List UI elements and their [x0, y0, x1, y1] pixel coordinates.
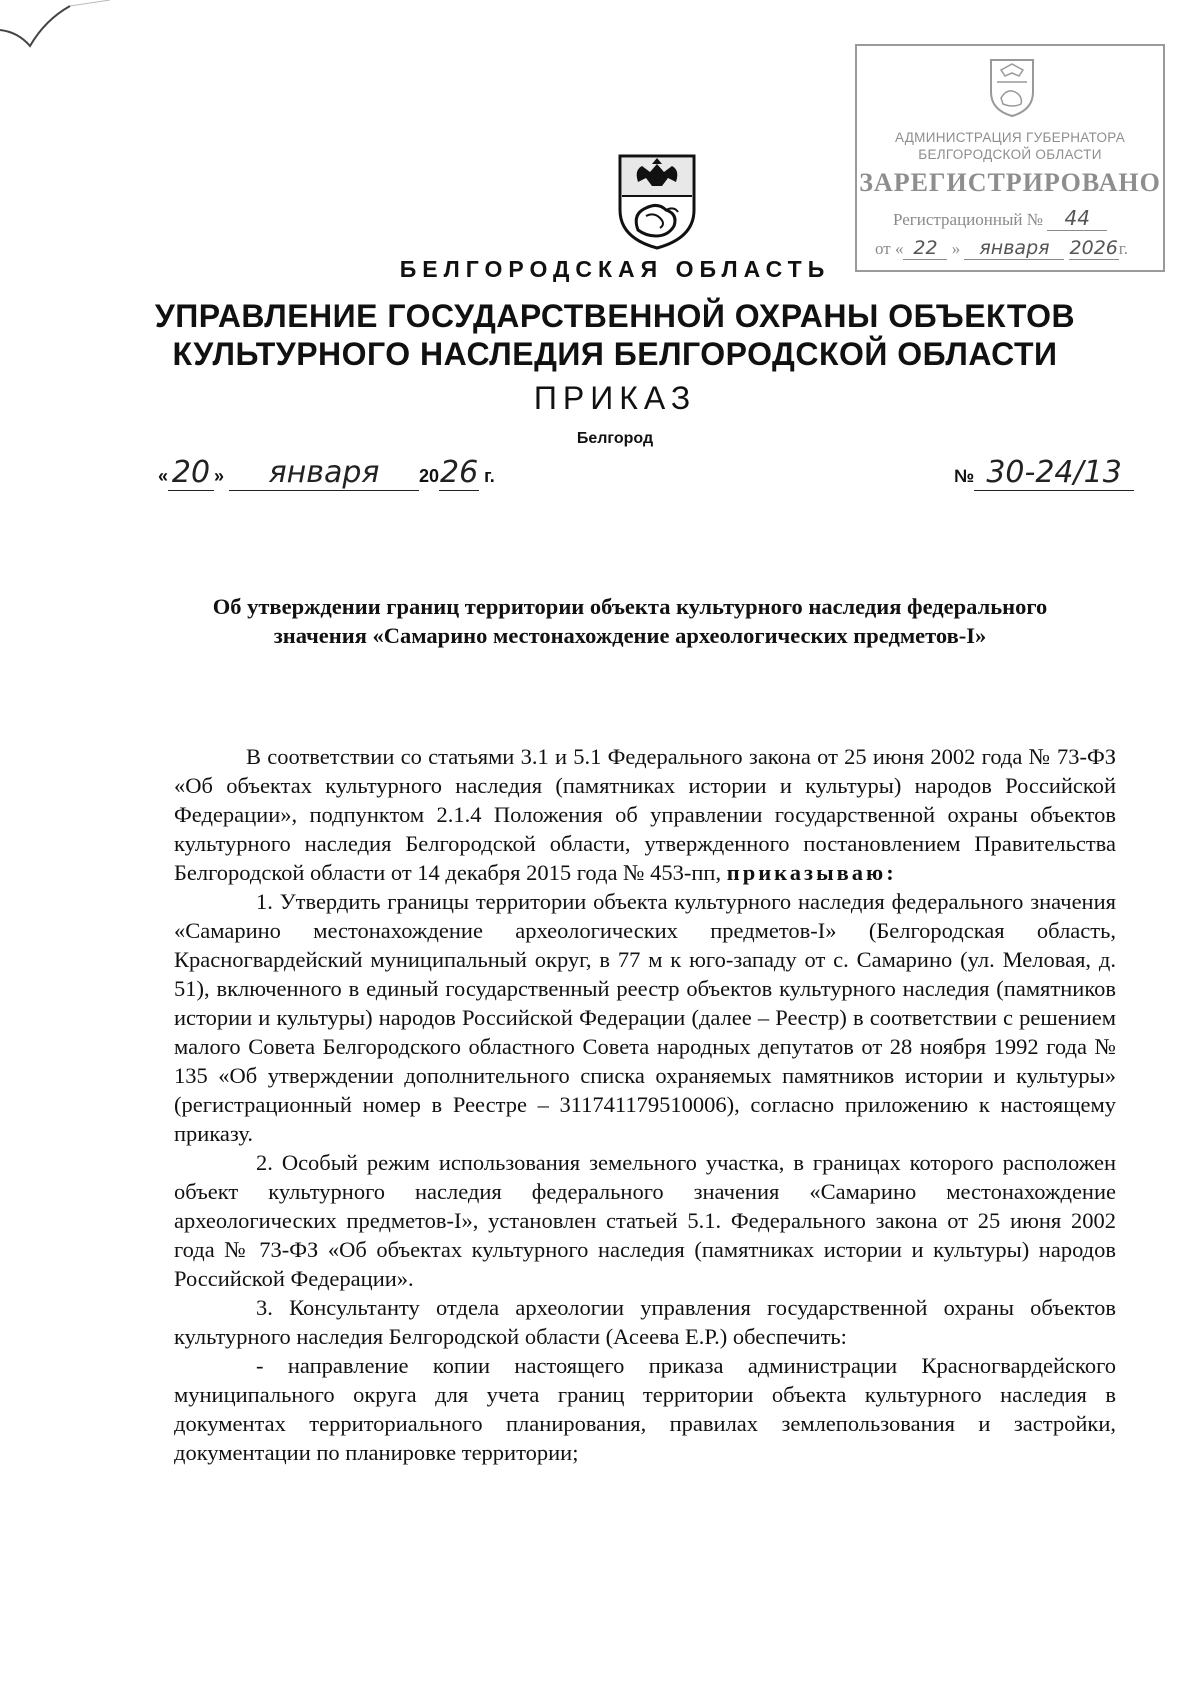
stamp-reg-number: 44 — [1047, 206, 1107, 231]
coat-of-arms-icon — [616, 152, 698, 252]
order-number-value: 30-24/13 — [974, 455, 1134, 491]
date-month: января — [229, 455, 419, 491]
city: Белгород — [576, 430, 654, 447]
date-open-quote: « — [158, 466, 169, 486]
scan-corner-mark — [0, 0, 120, 50]
item-2: 2. Особый режим использования земельного участка, в границах которого расположен объект культурного наследия федерального значения «Самарино местонахождение археологических предметов-I», установлен статьей 5.1. Федерального закона от 25 июня 2002 года № 73-ФЗ «Об объектах культурного наследия (памятниках истории и культуры) народов Российской Федерации». — [174, 1150, 1116, 1291]
stamp-org-line2: БЕЛГОРОДСКОЙ ОБЛАСТИ — [918, 147, 1102, 162]
order-word: приказываю: — [726, 860, 897, 885]
date-year-unit: г. — [484, 466, 495, 486]
item-3: 3. Консультанту отдела археологии управления государственной охраны объектов культурного наследия Белгородской области (Асеева Е.Р.) обеспечить: — [174, 1295, 1116, 1349]
stamp-date-sep: » — [951, 239, 961, 258]
document-type: ПРИКАЗ — [533, 380, 697, 416]
region-name: БЕЛГОРОДСКАЯ ОБЛАСТЬ — [399, 256, 831, 282]
order-date — [158, 455, 495, 491]
order-number — [954, 455, 1134, 491]
stamp-date-prefix: от « — [875, 239, 904, 258]
date-year-prefix: 20 — [419, 466, 440, 486]
date-close-quote: » — [214, 466, 225, 486]
department-name-line2: КУЛЬТУРНОГО НАСЛЕДИЯ БЕЛГОРОДСКОЙ ОБЛАСТИ — [172, 336, 1058, 372]
date-year-suffix: 26 — [439, 455, 479, 490]
preamble-text: В соответствии со статьями 3.1 и 5.1 Федерального закона от 25 июня 2002 года № 73-ФЗ «Об объектах культурного наследия (памятниках истории и культуры) народов Российской Федерации», подпунктом 2.1.4 Положения об управлении государственной охраны объектов культурного наследия Белгородской области, утвержденного постановлением Правительства Белгородской области от 14 декабря 2015 года № 453-пп, — [174, 744, 1116, 885]
stamp-date-month: января — [964, 237, 1064, 260]
registration-stamp — [855, 44, 1165, 272]
item-1: 1. Утвердить границы территории объекта культурного наследия федерального значения «Самарино местонахождение археологических предметов-I» (Белгородская область, Красногвардейский муниципальный округ, в 77 м к юго-западу от с. Самарино (ул. Меловая, д. 51), включенного в единый государственный реестр объектов культурного наследия (памятников истории и культуры) народов Российской Федерации (далее – Реестр) в соответствии с решением малого Совета Белгородского областного Совета народных депутатов от 28 ноября 1992 года № 135 «Об утверждении дополнительного списка охраняемых памятников истории и культуры» (регистрационный номер в Реестре – 311741179510006), согласно приложению к настоящему приказу. — [174, 889, 1116, 1146]
item-3-subitem-1: - направление копии настоящего приказа администрации Красногвардейского муниципального округа для учета границ территории объекта культурного наследия в документах территориального планирования, правилах землепользования и застройки, документации по планировке территории; — [174, 1353, 1116, 1465]
stamp-org-line1: АДМИНИСТРАЦИЯ ГУБЕРНАТОРА — [894, 130, 1126, 145]
stamp-title: ЗАРЕГИСТРИРОВАНО — [859, 168, 1161, 197]
stamp-coat-of-arms-icon — [987, 56, 1037, 118]
date-day: 20 — [168, 455, 214, 491]
department-name-line1: УПРАВЛЕНИЕ ГОСУДАРСТВЕННОЙ ОХРАНЫ ОБЪЕКТОВ — [154, 298, 1076, 334]
stamp-date-day: 22 — [903, 237, 947, 260]
stamp-date-year: 2026 — [1069, 237, 1118, 259]
stamp-date-suffix: г. — [1118, 239, 1129, 258]
stamp-reg-label: Регистрационный № — [893, 210, 1043, 229]
order-number-label: № — [954, 466, 975, 486]
preamble-paragraph — [174, 742, 1116, 887]
document-title: Об утверждении границ территории объекта культурного наследия федерального значения «Самарино местонахождение археологических предметов-I» — [212, 594, 1048, 648]
document-body — [174, 742, 1116, 1467]
stamp-registration-number — [893, 206, 1107, 231]
